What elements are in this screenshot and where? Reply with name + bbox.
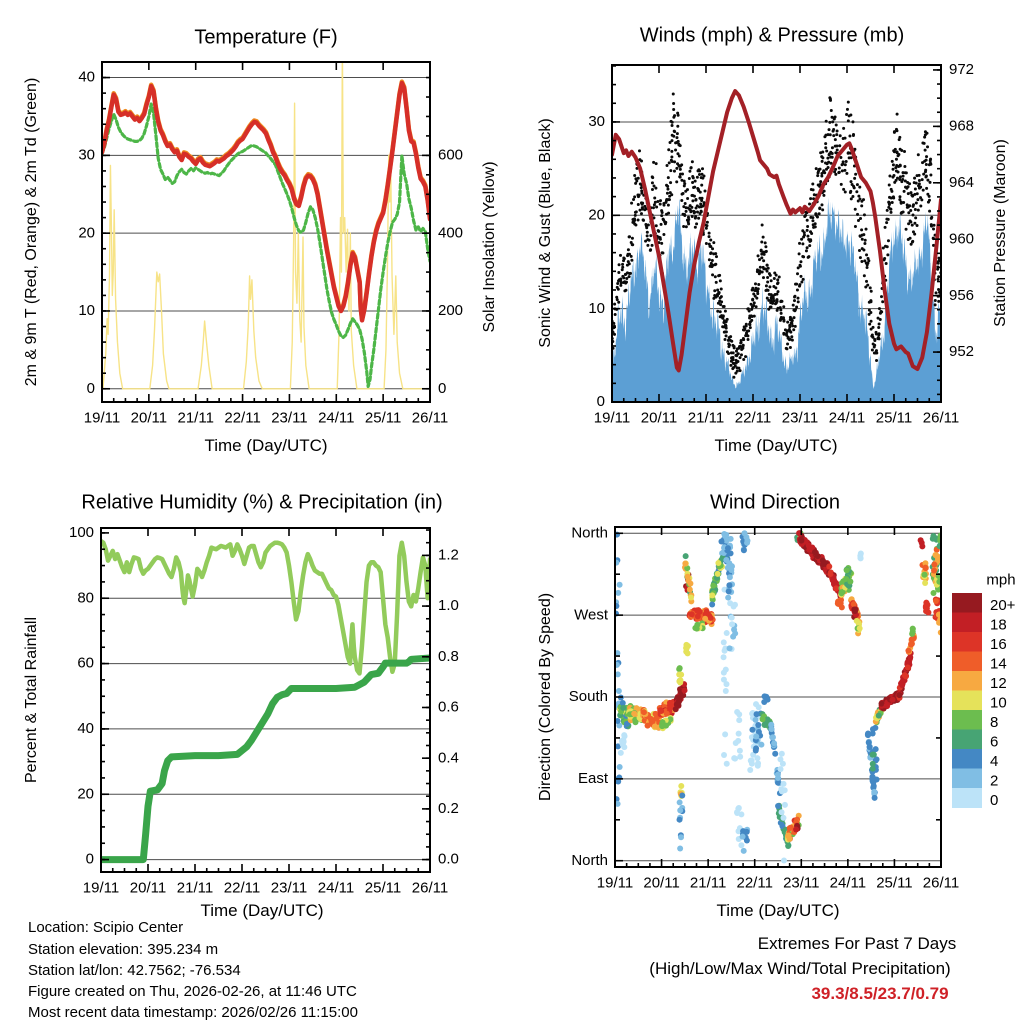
footer-timestamp: Most recent data timestamp: 2026/02/26 11:15:00 [28, 1004, 358, 1021]
pressure-right-axis-label: Station Pressure (Maroon) [992, 139, 1009, 327]
wind-direction-panel-title: Wind Direction [709, 491, 841, 514]
footer-elevation: Station elevation: 395.234 m [28, 941, 219, 958]
solar-right-axis-label: Solar Insolation (Yellow) [481, 161, 498, 333]
humidity-left-axis-label: Percent & Total Rainfall [23, 616, 40, 784]
wind-direction-x-axis-label: Time (Day/UTC) [716, 901, 840, 920]
extremes-heading: Extremes For Past 7 Days [757, 934, 957, 953]
temperature-left-axis-label: 2m & 9m T (Red, Orange) & 2m Td (Green) [23, 77, 40, 387]
extremes-subheading: (High/Low/Max Wind/Total Precipitation) [649, 959, 951, 978]
footer-location: Location: Scipio Center [28, 919, 184, 936]
temperature-x-axis-label: Time (Day/UTC) [204, 436, 328, 455]
footer-created: Figure created on Thu, 2026-02-26, at 11:46 UTC [28, 983, 357, 1000]
winds-panel-title: Winds (mph) & Pressure (mb) [639, 24, 905, 47]
humidity-panel-title: Relative Humidity (%) & Precipitation (in) [81, 491, 443, 514]
wind-direction-left-axis-label: Direction (Colored By Speed) [537, 592, 554, 802]
colorbar-mph-label: mph [986, 571, 1016, 589]
humidity-x-axis-label: Time (Day/UTC) [200, 901, 324, 920]
temperature-panel-title: Temperature (F) [194, 26, 338, 49]
winds-x-axis-label: Time (Day/UTC) [714, 436, 838, 455]
extremes-values: 39.3/8.5/23.7/0.79 [811, 984, 949, 1003]
wind-left-axis-label: Sonic Wind & Gust (Blue, Black) [537, 118, 554, 348]
footer-latlon: Station lat/lon: 42.7562; -76.534 [28, 962, 241, 979]
